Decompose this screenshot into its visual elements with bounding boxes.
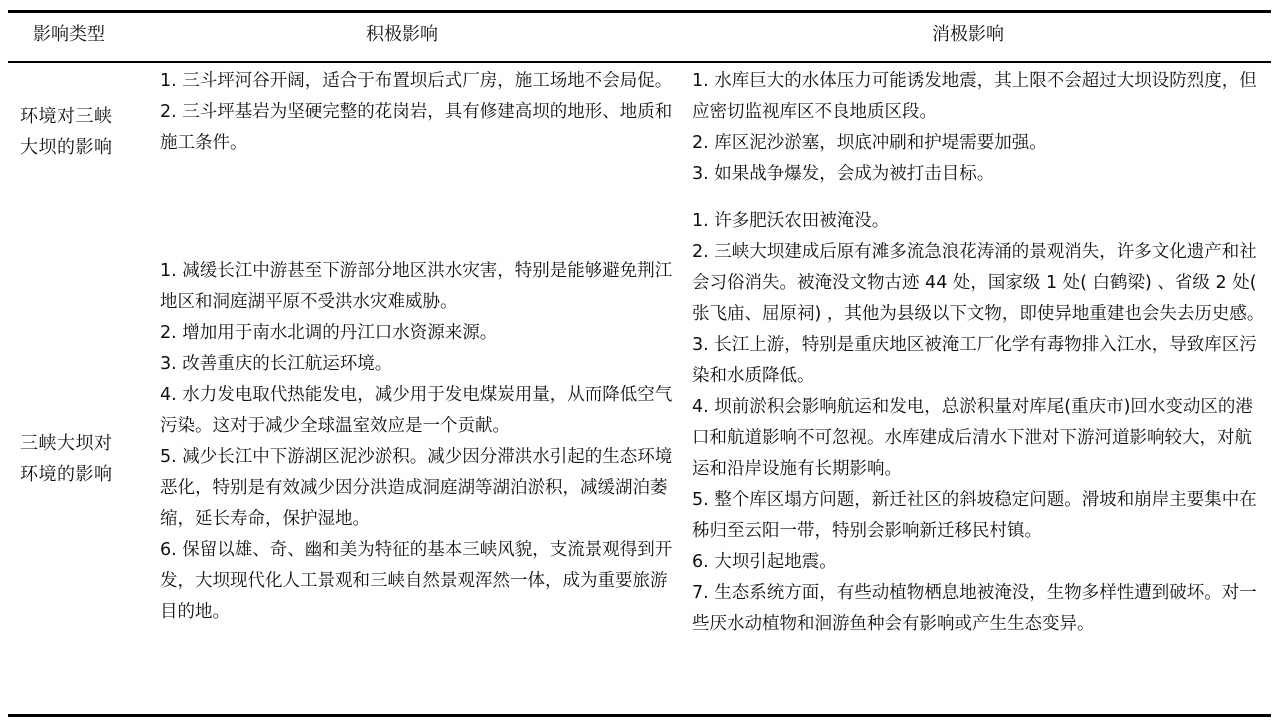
list-item: 1. 三斗坪河谷开阔，适合于布置坝后式厂房，施工场地不会局促。 [160, 71, 673, 91]
row-2-positive-list [160, 256, 675, 628]
list-item: 2. 增加用于南水北调的丹江口水资源来源。 [160, 323, 498, 343]
row-2-type-line: 三峡大坝对 [20, 433, 113, 454]
list-item: 2. 三峡大坝建成后原有滩多流急浪花涛涌的景观消失，许多文化遗产和社会习俗消失。被淹没文物古迹 44 处，国家级 1 处( 白鹤梁) 、省级 2 处( 张飞庙、屈原祠) ，其他为县级以下文物，即使异地重建也会失去历史感。 [692, 242, 1265, 324]
table-top-rule [8, 10, 1271, 13]
list-item: 4. 水力发电取代热能发电，减少用于发电煤炭用量，从而降低空气污染。这对于减少全球温室效应是一个贡献。 [160, 385, 673, 436]
list-item: 1. 许多肥沃农田被淹没。 [692, 211, 890, 231]
list-item: 6. 大坝引起地震。 [692, 552, 837, 572]
list-item: 4. 坝前淤积会影响航运和发电，总淤积量对库尾(重庆市)回水变动区的港口和航道影响不可忽视。水库建成后清水下泄对下游河道影响较大，对航运和沿岸设施有长期影响。 [692, 397, 1253, 479]
table-bottom-rule [8, 714, 1271, 717]
row-1-type-line: 环境对三峡 [20, 106, 113, 127]
row-1-type-line: 大坝的影响 [20, 137, 113, 158]
list-item: 2. 库区泥沙淤塞，坝底冲刷和护堤需要加强。 [692, 133, 1047, 153]
list-item: 3. 改善重庆的长江航运环境。 [160, 354, 393, 374]
row-1-positive-list [160, 66, 675, 159]
table-header-rule [8, 61, 1271, 63]
list-item: 1. 减缓长江中游甚至下游部分地区洪水灾害，特别是能够避免荆江地区和洞庭湖平原不受洪水灾难威胁。 [160, 261, 673, 312]
list-item: 5. 整个库区塌方问题，新迁社区的斜坡稳定问题。滑坡和崩岸主要集中在秭归至云阳一带，特别会影响新迁移民村镇。 [692, 490, 1257, 541]
row-1-negative-list [692, 66, 1267, 190]
list-item: 3. 长江上游，特别是重庆地区被淹工厂化学有毒物排入江水，导致库区污染和水质降低。 [692, 335, 1257, 386]
list-item: 2. 三斗坪基岩为坚硬完整的花岗岩，具有修建高坝的地形、地质和施工条件。 [160, 102, 673, 153]
header-positive-impact: 积极影响 [366, 24, 438, 45]
row-1-type [20, 101, 145, 163]
row-2-type [20, 428, 145, 490]
list-item: 6. 保留以雄、奇、幽和美为特征的基本三峡风貌，支流景观得到开发，大坝现代化人工景观和三峡自然景观浑然一体，成为重要旅游目的地。 [160, 540, 673, 622]
row-2-negative-list [692, 206, 1267, 640]
list-item: 3. 如果战争爆发，会成为被打击目标。 [692, 164, 995, 184]
row-2-type-line: 环境的影响 [20, 464, 113, 485]
list-item: 1. 水库巨大的水体压力可能诱发地震，其上限不会超过大坝设防烈度，但应密切监视库区不良地质区段。 [692, 71, 1257, 122]
header-impact-type: 影响类型 [33, 24, 105, 45]
list-item: 5. 减少长江中下游湖区泥沙淤积。减少因分滞洪水引起的生态环境恶化，特别是有效减少因分洪造成洞庭湖等湖泊淤积，减缓湖泊萎缩，延长寿命，保护湿地。 [160, 447, 673, 529]
list-item: 7. 生态系统方面，有些动植物栖息地被淹没，生物多样性遭到破坏。对一些厌水动植物和洄游鱼种会有影响或产生生态变异。 [692, 583, 1257, 634]
header-negative-impact: 消极影响 [932, 24, 1004, 45]
